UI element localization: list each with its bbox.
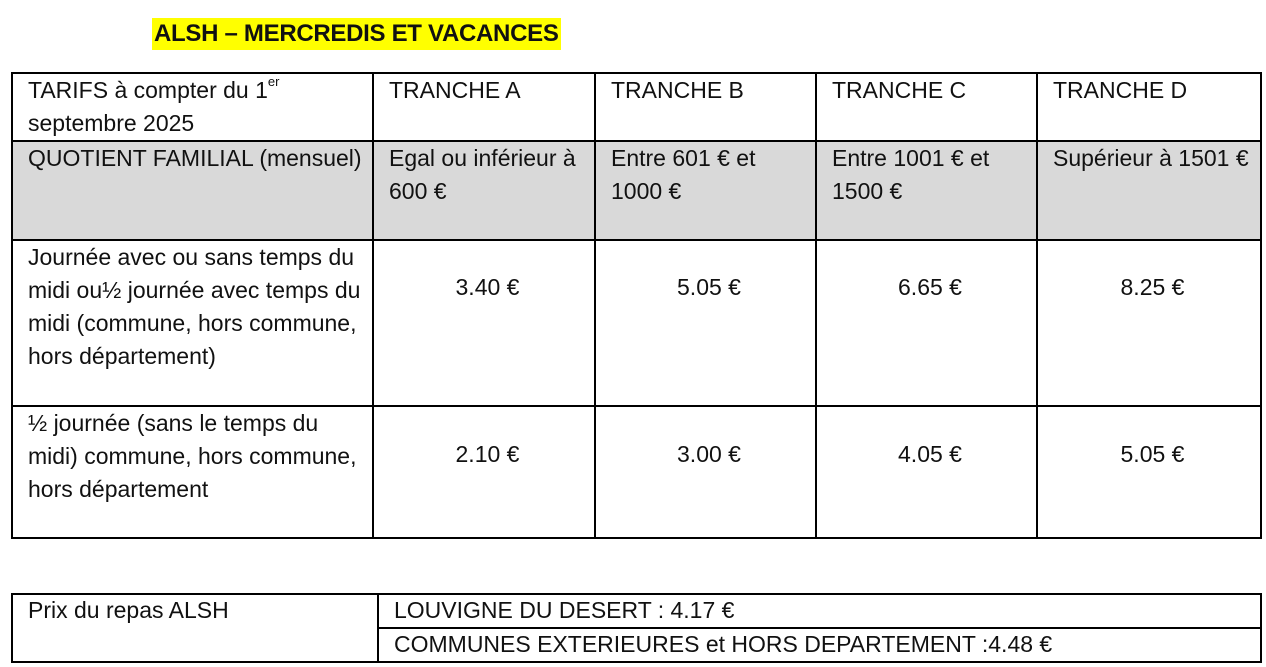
quotient-row <box>12 141 1261 240</box>
price-demi-b: 3.00 € <box>595 406 816 538</box>
table-row <box>12 406 1261 538</box>
tranche-d-header: TRANCHE D <box>1037 73 1261 141</box>
repas-louvigne: LOUVIGNE DU DESERT : 4.17 € <box>378 594 1261 628</box>
quotient-b: Entre 601 € et 1000 € <box>595 141 816 240</box>
quotient-a: Egal ou inférieur à 600 € <box>373 141 595 240</box>
table-row <box>12 240 1261 406</box>
repas-label: Prix du repas ALSH <box>12 594 378 662</box>
row-label-journee: Journée avec ou sans temps du midi ou½ journée avec temps du midi (commune, hors commune, hors département) <box>12 240 373 406</box>
tranche-b-header: TRANCHE B <box>595 73 816 141</box>
tarifs-label-rest: septembre 2025 <box>28 110 195 136</box>
tarifs-date-label <box>12 73 373 141</box>
tarifs-label-text: TARIFS à compter du 1 <box>28 77 268 103</box>
quotient-label: QUOTIENT FAMILIAL (mensuel) <box>12 141 373 240</box>
price-journee-a: 3.40 € <box>373 240 595 406</box>
price-journee-b: 5.05 € <box>595 240 816 406</box>
tranche-a-header: TRANCHE A <box>373 73 595 141</box>
price-demi-d: 5.05 € <box>1037 406 1261 538</box>
tarifs-table <box>11 72 1262 539</box>
price-journee-c: 6.65 € <box>816 240 1037 406</box>
tranche-c-header: TRANCHE C <box>816 73 1037 141</box>
repas-table <box>11 593 1262 663</box>
table-header-row <box>12 73 1261 141</box>
quotient-c: Entre 1001 € et 1500 € <box>816 141 1037 240</box>
tarifs-label-sup: er <box>267 74 280 90</box>
quotient-d: Supérieur à 1501 € <box>1037 141 1261 240</box>
repas-row <box>12 594 1261 628</box>
row-label-demi-journee: ½ journée (sans le temps du midi) commune, hors commune, hors département <box>12 406 373 538</box>
repas-exterieures: COMMUNES EXTERIEURES et HORS DEPARTEMENT :4.48 € <box>378 628 1261 662</box>
price-journee-d: 8.25 € <box>1037 240 1261 406</box>
price-demi-c: 4.05 € <box>816 406 1037 538</box>
page-title: ALSH – MERCREDIS ET VACANCES <box>152 18 561 50</box>
price-demi-a: 2.10 € <box>373 406 595 538</box>
